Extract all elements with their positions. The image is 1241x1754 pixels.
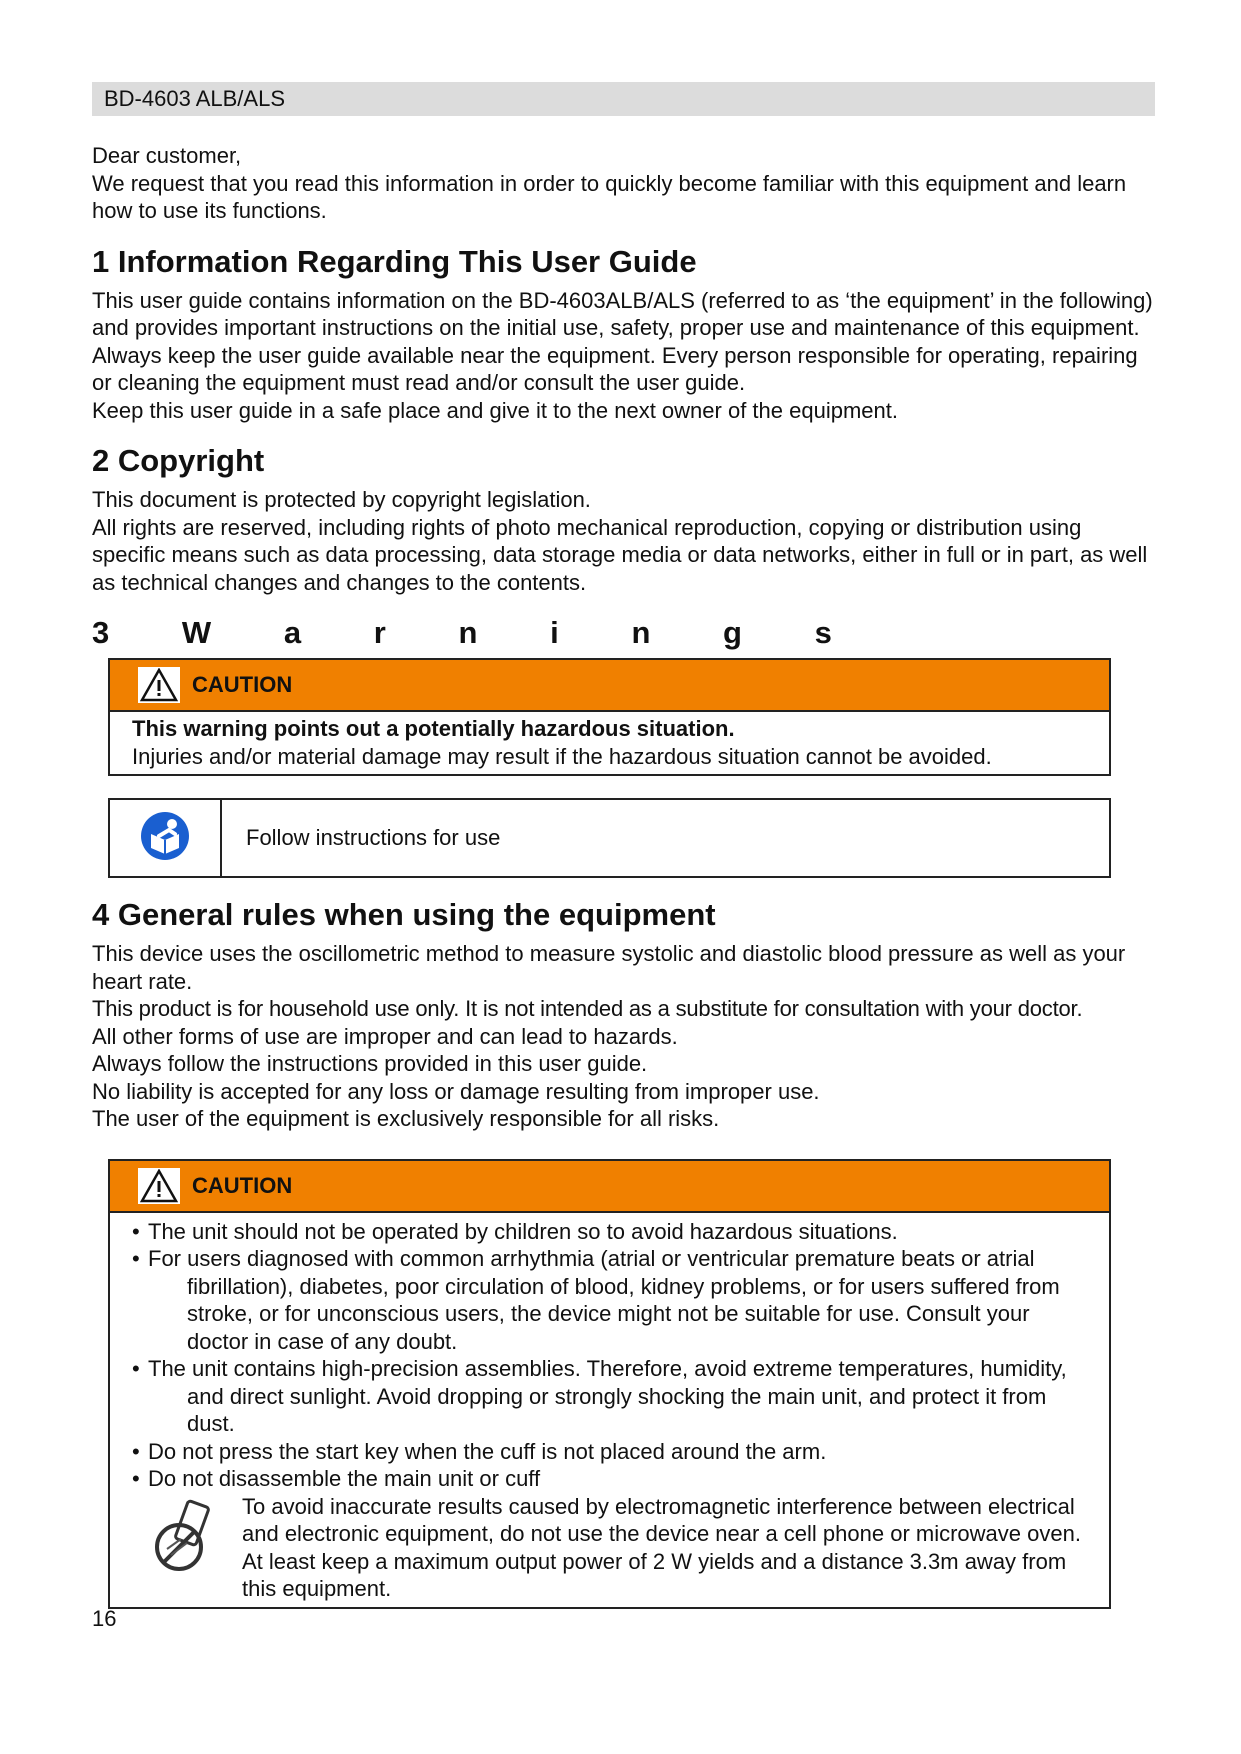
page xyxy=(92,82,1155,1609)
bullet-dot: • xyxy=(132,1356,140,1381)
follow-text: Follow instructions for use xyxy=(246,825,501,850)
caution-bullet-list xyxy=(132,1218,1087,1493)
no-phone-icon xyxy=(132,1493,242,1603)
title-char: r xyxy=(373,615,386,650)
greeting: Dear customer, xyxy=(92,143,242,168)
read-manual-icon xyxy=(139,810,191,867)
bullet-dot: • xyxy=(132,1466,140,1491)
section4-line: This device uses the oscillometric method to measure systolic and diastolic blood pressure as well as your heart rate. xyxy=(92,941,1126,994)
emi-text: To avoid inaccurate results caused by electromagnetic interference between electrical and electronic equipment, do not use the device near a cell phone or microwave oven. At least keep a maximum output power of 2 W yields and a distance 3.3m away from this equipment. xyxy=(242,1493,1081,1601)
list-item: • Do not disassemble the main unit or cuff xyxy=(132,1466,541,1491)
section4-title: 4 General rules when using the equipment xyxy=(92,897,716,932)
title-char: n xyxy=(631,615,651,650)
section4-line: Always follow the instructions provided in this user guide. xyxy=(92,1051,648,1076)
caution-text: Injuries and/or material damage may result if the hazardous situation cannot be avoided. xyxy=(132,743,992,769)
title-char: g xyxy=(723,615,742,650)
model-label: BD-4603 ALB/ALS xyxy=(104,86,286,111)
bullet-dot: • xyxy=(132,1438,140,1464)
section3-title xyxy=(92,614,832,652)
caution-bold-text: This warning points out a potentially hazardous situation. xyxy=(132,716,735,741)
caution-header xyxy=(110,660,1109,712)
title-char: s xyxy=(814,615,832,650)
page-number: 16 xyxy=(92,1606,117,1631)
caution-body xyxy=(110,712,1109,774)
section4-line: No liability is accepted for any loss or damage resulting from improper use. xyxy=(92,1078,820,1104)
caution-body xyxy=(110,1213,1109,1607)
section1-paragraph: Keep this user guide in a safe place and give it to the next owner of the equipment. xyxy=(92,397,898,423)
title-char: 3 xyxy=(92,615,110,650)
title-char: n xyxy=(458,615,478,650)
caution-box xyxy=(108,658,1111,776)
section1-paragraph: This user guide contains information on the BD-4603ALB/ALS (referred to as ‘the equipment’ in the following) and provides important instructions on the initial use, safety, proper use and maintenance of this equipment. Always keep the user guide available near the equipment. Every person responsible for operating, repairing or cleaning the equipment must read and/or consult the user guide. xyxy=(92,287,1153,395)
section2-paragraph: This document is protected by copyright legislation. xyxy=(92,487,591,512)
warning-triangle-icon xyxy=(138,667,180,703)
list-item: • The unit contains high-precision assemblies. Therefore, avoid extreme temperatures, humidity, and direct sunlight. Avoid dropping or strongly shocking the main unit, and protect it from dust. xyxy=(132,1356,1067,1436)
section2-title: 2 Copyright xyxy=(92,443,265,478)
list-item: • For users diagnosed with common arrhythmia (atrial or ventricular premature beats or atrial fibrillation), diabetes, poor circulation of blood, kidney problems, or for users suffered from stroke, or for unconscious users, the device might not be suitable for use. Consult your doctor in case of any doubt. xyxy=(132,1246,1060,1354)
title-char: W xyxy=(181,615,212,650)
icon-cell xyxy=(110,800,222,876)
section4-line: The user of the equipment is exclusively responsible for all risks. xyxy=(92,1106,720,1131)
bullet-dot: • xyxy=(132,1246,140,1271)
section4-line: All other forms of use are improper and can lead to hazards. xyxy=(92,1023,678,1049)
title-char: a xyxy=(283,615,302,650)
caution-label: CAUTION xyxy=(192,672,293,697)
list-item: • The unit should not be operated by children so to avoid hazardous situations. xyxy=(132,1218,898,1244)
title-char: i xyxy=(550,615,559,650)
section2-paragraph: All rights are reserved, including rights of photo mechanical reproduction, copying or distribution using specific means such as data processing, data storage media or data networks, either in full or in part, as well as technical changes and changes to the contents. xyxy=(92,514,1148,595)
caution-box-2 xyxy=(108,1159,1111,1609)
caution-label: CAUTION xyxy=(192,1172,293,1198)
section1-title: 1 Information Regarding This User Guide xyxy=(92,243,697,279)
intro-text: We request that you read this information in order to quickly become familiar with this equipment and learn how to use its functions. xyxy=(92,170,1127,223)
emi-warning xyxy=(132,1493,1087,1603)
header-bar xyxy=(92,82,1155,116)
list-item: • Do not press the start key when the cuff is not placed around the arm. xyxy=(132,1438,827,1464)
section4-line: This product is for household use only. It is not intended as a substitute for consultation with your doctor. xyxy=(92,996,1083,1021)
bullet-dot: • xyxy=(132,1218,140,1244)
caution-header xyxy=(110,1161,1109,1213)
follow-instructions-box xyxy=(108,798,1111,878)
warning-triangle-icon xyxy=(138,1168,180,1204)
